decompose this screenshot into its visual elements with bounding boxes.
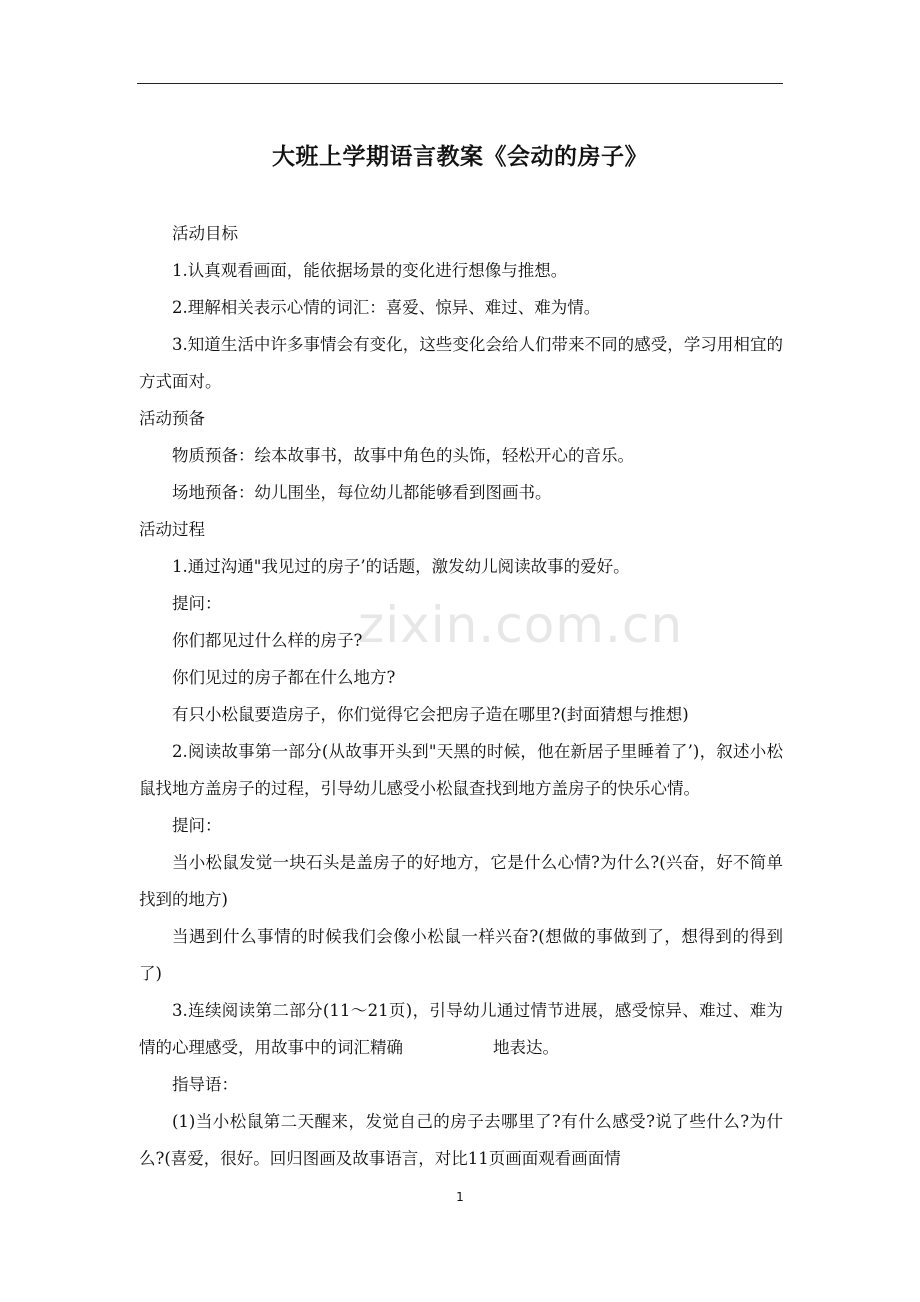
paragraph: 1.认真观看画面，能依据场景的变化进行想像与推想。 xyxy=(172,261,568,280)
document-body xyxy=(139,215,783,1177)
paragraph xyxy=(139,992,783,1066)
paragraph: (1)当小松鼠第二天醒来，发觉自己的房子去哪里了?有什么感受?说了些什么?为什么?(喜爱，很好。回归图画及故事语言，对比11页画面观看画面情 xyxy=(139,1112,783,1168)
paragraph: 当小松鼠发觉一块石头是盖房子的好地方，它是什么心情?为什么?(兴奋，好不简单找到的地方) xyxy=(139,853,783,909)
paragraph: 提问： xyxy=(172,594,222,613)
paragraph: 2.理解相关表示心情的词汇：喜爱、惊异、难过、难为情。 xyxy=(172,298,601,317)
paragraph: 你们见过的房子都在什么地方? xyxy=(172,668,396,687)
paragraph: 物质预备：绘本故事书，故事中角色的头饰，轻松开心的音乐。 xyxy=(172,446,634,465)
paragraph: 有只小松鼠要造房子，你们觉得它会把房子造在哪里?(封面猜想与推想) xyxy=(172,705,689,724)
document-title: 大班上学期语言教案《会动的房子》 xyxy=(272,144,648,170)
paragraph-text: 地表达。 xyxy=(493,1038,559,1057)
watermark: zixin.com.cn xyxy=(358,596,684,654)
paragraph: 2.阅读故事第一部分(从故事开头到"天黑的时候，他在新居子里睡着了’)，叙述小松鼠找地方盖房子的过程，引导幼儿感受小松鼠查找到地方盖房子的快乐心情。 xyxy=(139,742,783,798)
paragraph: 当遇到什么事情的时候我们会像小松鼠一样兴奋?(想做的事做到了，想得到的得到了) xyxy=(139,927,783,983)
section-heading: 活动过程 xyxy=(139,520,205,539)
paragraph: 3.知道生活中许多事情会有变化，这些变化会给人们带来不同的感受，学习用相宜的方式面对。 xyxy=(139,335,783,391)
paragraph: 1.通过沟通"我见过的房子’的话题，激发幼儿阅读故事的爱好。 xyxy=(172,557,630,576)
paragraph: 提问： xyxy=(172,816,222,835)
section-heading: 活动目标 xyxy=(172,224,238,243)
paragraph-text: 3.连续阅读第二部分(11～21页)，引导幼儿通过情节进展，感受惊异、难过、难为情的心理感受，用故事中的词汇精确 xyxy=(139,1001,783,1057)
page-number: 1 xyxy=(456,1190,464,1204)
paragraph: 场地预备：幼儿围坐，每位幼儿都能够看到图画书。 xyxy=(172,483,552,502)
section-heading: 活动预备 xyxy=(139,409,205,428)
paragraph: 指导语： xyxy=(172,1075,238,1094)
paragraph: 你们都见过什么样的房子? xyxy=(172,631,363,650)
header-rule xyxy=(137,83,783,84)
